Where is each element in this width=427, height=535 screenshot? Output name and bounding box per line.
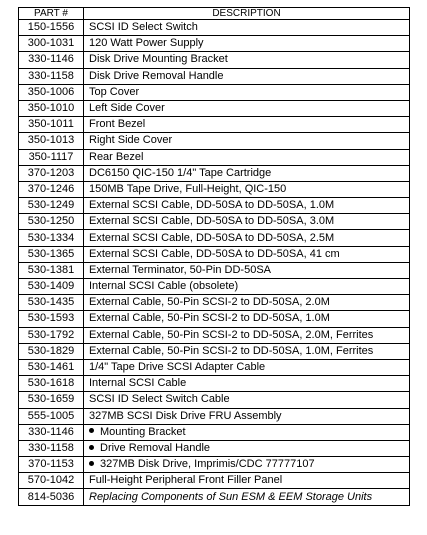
part-number-cell: 814-5036 <box>19 489 84 505</box>
part-number-cell: 150-1556 <box>19 20 84 36</box>
description-cell <box>84 181 410 197</box>
description-text: External Cable, 50-Pin SCSI-2 to DD-50SA, 1.0M <box>89 312 330 325</box>
description-cell <box>84 68 410 84</box>
description-text: 150MB Tape Drive, Full-Height, QIC-150 <box>89 182 287 195</box>
table-row <box>19 457 410 473</box>
part-number-cell: 370-1203 <box>19 165 84 181</box>
description-cell <box>84 149 410 165</box>
description-cell <box>84 440 410 456</box>
description-cell <box>84 214 410 230</box>
description-text: External SCSI Cable, DD-50SA to DD-50SA, 1.0M <box>89 199 335 212</box>
description-text: 327MB Disk Drive, Imprimis/CDC 77777107 <box>100 458 315 471</box>
part-number-cell: 330-1158 <box>19 68 84 84</box>
part-number-cell: 530-1409 <box>19 279 84 295</box>
part-number-cell: 330-1146 <box>19 424 84 440</box>
part-number-cell: 350-1117 <box>19 149 84 165</box>
description-text: Internal SCSI Cable <box>89 377 187 390</box>
table-row <box>19 149 410 165</box>
description-text: External Terminator, 50-Pin DD-50SA <box>89 263 271 276</box>
description-cell <box>84 246 410 262</box>
table-row <box>19 230 410 246</box>
description-text: Replacing Components of Sun ESM & EEM Storage Units <box>89 490 373 503</box>
table-row <box>19 165 410 181</box>
bullet-icon <box>89 445 94 450</box>
description-cell <box>84 343 410 359</box>
part-number-cell: 530-1435 <box>19 295 84 311</box>
description-text: External Cable, 50-Pin SCSI-2 to DD-50SA, 1.0M, Ferrites <box>89 344 374 357</box>
table-row <box>19 311 410 327</box>
description-cell <box>84 198 410 214</box>
description-text: 120 Watt Power Supply <box>89 37 204 50</box>
part-number-cell: 350-1013 <box>19 133 84 149</box>
part-number-cell: 530-1618 <box>19 376 84 392</box>
description-text: SCSI ID Select Switch Cable <box>89 393 230 406</box>
description-text: External SCSI Cable, DD-50SA to DD-50SA, 2.5M <box>89 231 335 244</box>
part-number-cell: 555-1005 <box>19 408 84 424</box>
table-row <box>19 198 410 214</box>
description-text: Left Side Cover <box>89 102 165 115</box>
table-row <box>19 36 410 52</box>
description-cell <box>84 20 410 36</box>
description-cell <box>84 100 410 116</box>
description-text: Full-Height Peripheral Front Filler Panel <box>89 474 283 487</box>
description-cell <box>84 376 410 392</box>
description-cell <box>84 359 410 375</box>
description-text: Front Bezel <box>89 118 146 131</box>
part-number-cell: 330-1158 <box>19 440 84 456</box>
table-row <box>19 20 410 36</box>
description-cell <box>84 36 410 52</box>
parts-table-container <box>18 7 410 506</box>
part-number-cell: 530-1659 <box>19 392 84 408</box>
table-row <box>19 100 410 116</box>
part-number-cell: 530-1461 <box>19 359 84 375</box>
part-number-cell: 530-1334 <box>19 230 84 246</box>
table-row <box>19 262 410 278</box>
description-text: SCSI ID Select Switch <box>89 21 198 34</box>
description-cell <box>84 392 410 408</box>
description-text: 327MB SCSI Disk Drive FRU Assembly <box>89 409 282 422</box>
description-header: DESCRIPTION <box>84 8 410 20</box>
description-text: External Cable, 50-Pin SCSI-2 to DD-50SA, 2.0M <box>89 296 330 309</box>
table-row <box>19 246 410 262</box>
description-text: Right Side Cover <box>89 134 173 147</box>
part-number-cell: 530-1829 <box>19 343 84 359</box>
description-text: Mounting Bracket <box>100 425 186 438</box>
part-number-cell: 300-1031 <box>19 36 84 52</box>
description-cell <box>84 165 410 181</box>
part-number-cell: 350-1011 <box>19 117 84 133</box>
part-number-cell: 530-1365 <box>19 246 84 262</box>
table-row <box>19 392 410 408</box>
table-row <box>19 473 410 489</box>
table-row <box>19 359 410 375</box>
description-text: External SCSI Cable, DD-50SA to DD-50SA, 3.0M <box>89 215 335 228</box>
description-cell <box>84 295 410 311</box>
description-cell <box>84 84 410 100</box>
description-cell <box>84 117 410 133</box>
part-number-cell: 530-1381 <box>19 262 84 278</box>
part-number-cell: 370-1246 <box>19 181 84 197</box>
table-row <box>19 52 410 68</box>
part-number-cell: 530-1593 <box>19 311 84 327</box>
table-row <box>19 440 410 456</box>
description-cell <box>84 424 410 440</box>
table-row <box>19 117 410 133</box>
description-cell <box>84 133 410 149</box>
description-text: 1/4" Tape Drive SCSI Adapter Cable <box>89 361 266 374</box>
table-row <box>19 214 410 230</box>
description-cell <box>84 489 410 505</box>
parts-table-body <box>19 20 410 506</box>
description-cell <box>84 262 410 278</box>
description-text: Disk Drive Removal Handle <box>89 69 224 82</box>
description-cell <box>84 473 410 489</box>
table-row <box>19 327 410 343</box>
description-text: External SCSI Cable, DD-50SA to DD-50SA, 41 cm <box>89 247 340 260</box>
part-number-cell: 530-1792 <box>19 327 84 343</box>
table-row <box>19 408 410 424</box>
description-text: DC6150 QIC-150 1/4" Tape Cartridge <box>89 166 272 179</box>
table-row <box>19 376 410 392</box>
table-row <box>19 181 410 197</box>
parts-table <box>18 7 410 506</box>
table-row <box>19 133 410 149</box>
description-text: Internal SCSI Cable (obsolete) <box>89 280 239 293</box>
table-row <box>19 424 410 440</box>
description-text: Drive Removal Handle <box>100 441 211 454</box>
part-number-cell: 530-1249 <box>19 198 84 214</box>
part-number-cell: 350-1010 <box>19 100 84 116</box>
table-row <box>19 343 410 359</box>
description-cell <box>84 52 410 68</box>
description-cell <box>84 408 410 424</box>
part-number-header: PART # <box>19 8 84 20</box>
part-number-cell: 330-1146 <box>19 52 84 68</box>
description-cell <box>84 311 410 327</box>
bullet-icon <box>89 461 94 466</box>
table-row <box>19 279 410 295</box>
description-cell <box>84 457 410 473</box>
part-number-cell: 530-1250 <box>19 214 84 230</box>
part-number-cell: 570-1042 <box>19 473 84 489</box>
description-text: Disk Drive Mounting Bracket <box>89 53 228 66</box>
description-cell <box>84 230 410 246</box>
part-number-cell: 350-1006 <box>19 84 84 100</box>
table-row <box>19 68 410 84</box>
table-row <box>19 84 410 100</box>
part-number-cell: 370-1153 <box>19 457 84 473</box>
description-text: Top Cover <box>89 85 140 98</box>
table-header-row <box>19 8 410 20</box>
description-text: Rear Bezel <box>89 150 144 163</box>
table-row <box>19 489 410 505</box>
description-cell <box>84 327 410 343</box>
table-row <box>19 295 410 311</box>
description-cell <box>84 279 410 295</box>
description-text: External Cable, 50-Pin SCSI-2 to DD-50SA, 2.0M, Ferrites <box>89 328 374 341</box>
bullet-icon <box>89 428 94 433</box>
